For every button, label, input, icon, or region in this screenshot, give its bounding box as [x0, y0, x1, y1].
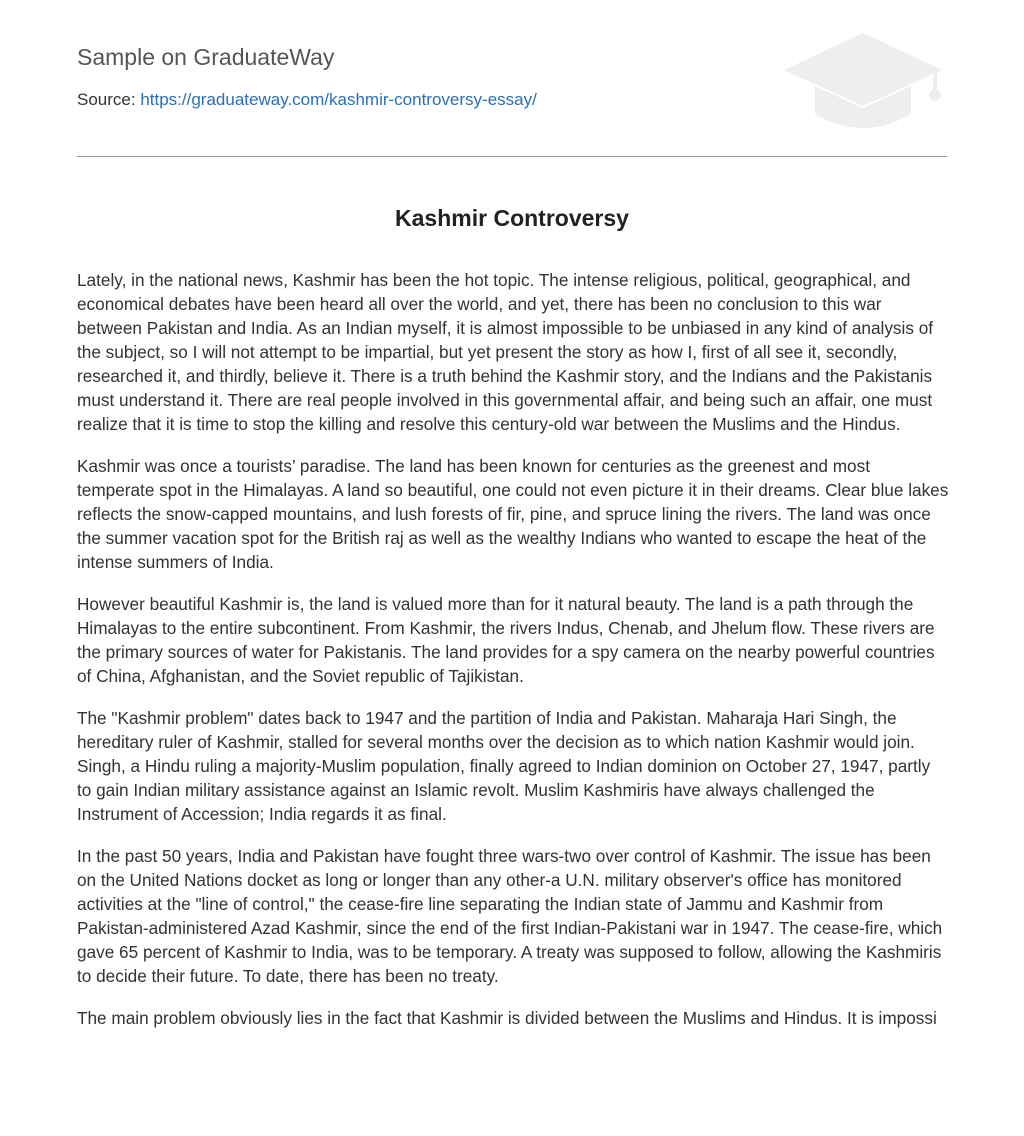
site-title: Sample on GraduateWay [77, 44, 335, 70]
essay-paragraph: The "Kashmir problem" dates back to 1947 and the partition of India and Pakistan. Maharaja Hari Singh, the hereditary ruler of Kashmir, stalled for several months over the decision as to which nation Kashmir would join. Singh, a Hindu ruling a majority-Muslim population, finally agreed to Indian dominion on October 27, 1947, partly to gain Indian military assistance against an Islamic revolt. Muslim Kashmiris have always challenged the Instrument of Accession; India regards it as final. [77, 708, 931, 824]
source-label: Source: [77, 90, 136, 109]
essay-paragraph: However beautiful Kashmir is, the land is valued more than for it natural beauty. The land is a path through the Himalayas to the entire subcontinent. From Kashmir, the rivers Indus, Chenab, and Jhelum flow. These rivers are the primary sources of water for Pakistanis. The land provides for a spy camera on the nearby powerful countries of China, Afghanistan, and the Soviet republic of Tajikistan. [77, 594, 935, 686]
graduation-cap-icon [779, 30, 947, 132]
essay-paragraph: The main problem obviously lies in the fact that Kashmir is divided between the Muslims and Hindus. It is impossi [77, 1008, 937, 1028]
page-header [77, 0, 947, 157]
essay-body [77, 268, 949, 1048]
essay-paragraph: Kashmir was once a tourists’ paradise. The land has been known for centuries as the greenest and most temperate spot in the Himalayas. A land so beautiful, one could not even picture it in their dreams. Clear blue lakes reflects the snow-capped mountains, and lush forests of fir, pine, and spruce lining the rivers. The land was once the summer vacation spot for the British raj as well as the wealthy Indians who wanted to escape the heat of the intense summers of India. [77, 456, 949, 572]
essay-paragraph: Lately, in the national news, Kashmir has been the hot topic. The intense religious, political, geographical, and economical debates have been heard all over the world, and yet, there has been no conclusion to this war between Pakistan and India. As an Indian myself, it is almost impossible to be unbiased in any kind of analysis of the subject, so I will not attempt to be impartial, but yet present the story as how I, first of all see it, secondly, researched it, and thirdly, believe it. There is a truth behind the Kashmir story, and the Indians and the Pakistanis must understand it. There are real people involved in this governmental affair, and being such an affair, one must realize that it is time to stop the killing and resolve this century-old war between the Muslims and the Hindus. [77, 270, 934, 434]
essay-title: Kashmir Controversy [395, 205, 629, 231]
source-line [77, 90, 537, 110]
essay-paragraph: In the past 50 years, India and Pakistan have fought three wars-two over control of Kashmir. The issue has been on the United Nations docket as long or longer than any other-a U.N. military observer's office has monitored activities at the "line of control," the cease-fire line separating the Indian state of Jammu and Kashmir from Pakistan-administered Azad Kashmir, since the end of the first Indian-Pakistani war in 1947. The cease-fire, which gave 65 percent of Kashmir to India, was to be temporary. A treaty was supposed to follow, allowing the Kashmiris to decide their future. To date, there has been no treaty. [77, 846, 943, 986]
source-link[interactable]: https://graduateway.com/kashmir-controversy-essay/ [140, 90, 537, 109]
